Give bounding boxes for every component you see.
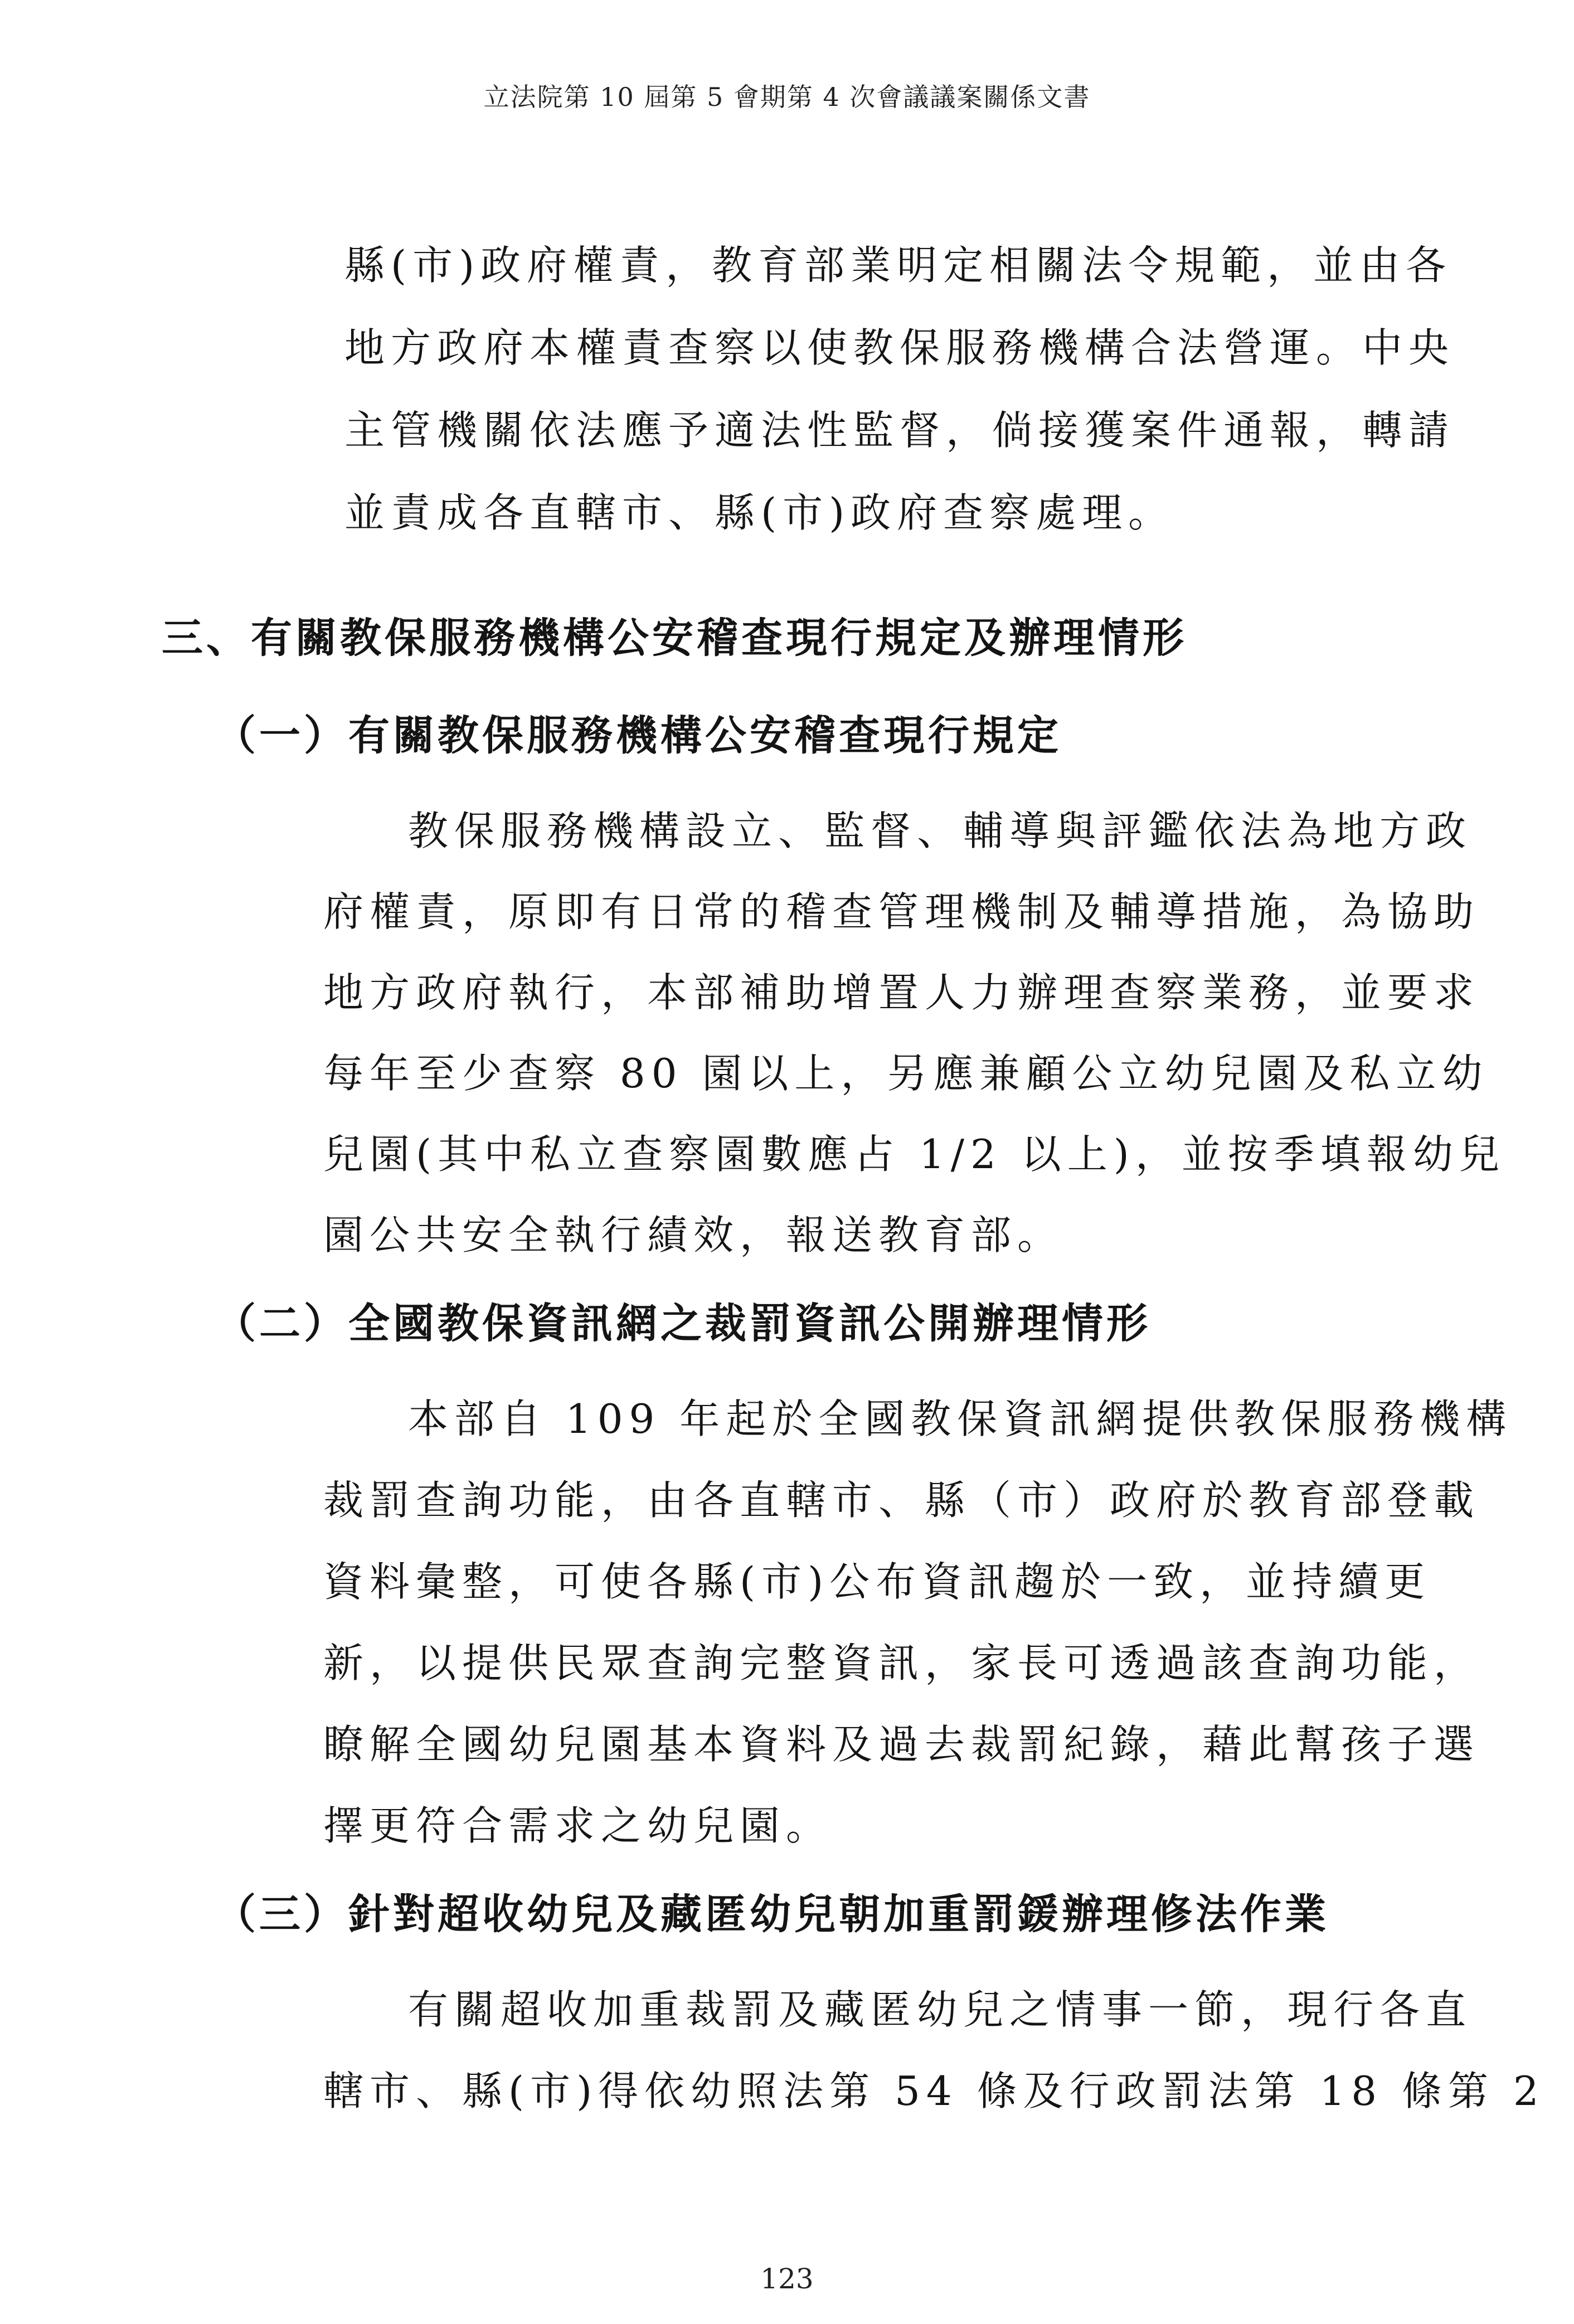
intro-line-4: 並責成各直轄市、縣(市)政府查察處理。 — [344, 489, 1175, 536]
intro-line-1: 縣(市)政府權責，教育部業明定相關法令規範，並由各 — [344, 242, 1452, 289]
subsection-1-heading: （一）有關教保服務機構公安稽查現行規定 — [215, 712, 1062, 760]
sub-1-line-3: 地方政府執行，本部補助增置人力辦理查察業務，並要求 — [323, 969, 1480, 1016]
sub-2-line-5: 瞭解全國幼兒園基本資料及過去裁罰紀錄，藉此幫孩子選 — [323, 1721, 1480, 1768]
sub-1-line-4: 每年至少查察 80 園以上，另應兼顧公立幼兒園及私立幼 — [323, 1050, 1489, 1097]
page-number: 123 — [760, 2263, 814, 2295]
sub-1-line-6: 園公共安全執行績效，報送教育部。 — [323, 1212, 1064, 1258]
sub-1-line-5: 兒園(其中私立查察園數應占 1/2 以上)，並按季填報幼兒 — [323, 1131, 1505, 1178]
subsection-3-heading: （三）針對超收幼兒及藏匿幼兒朝加重罰鍰辦理修法作業 — [215, 1890, 1329, 1938]
document-header: 立法院第 10 屆第 5 會期第 4 次會議議案關係文書 — [483, 82, 1091, 112]
sub-2-line-4: 新，以提供民眾查詢完整資訊，家長可透過該查詢功能， — [323, 1640, 1480, 1686]
sub-3-line-1: 有關超收加重裁罰及藏匿幼兒之情事一節，現行各直 — [408, 1986, 1473, 2033]
sub-1-line-2: 府權責，原即有日常的稽查管理機制及輔導措施，為協助 — [323, 888, 1480, 935]
sub-2-line-6: 擇更符合需求之幼兒園。 — [323, 1802, 833, 1849]
intro-line-2: 地方政府本權責查察以使教保服務機構合法營運。中央 — [344, 324, 1455, 371]
subsection-2-heading: （二）全國教保資訊網之裁罰資訊公開辦理情形 — [215, 1300, 1151, 1348]
sub-2-line-3: 資料彙整，可使各縣(市)公布資訊趨於一致，並持續更 — [323, 1558, 1431, 1605]
sub-3-line-2: 轄市、縣(市)得依幼照法第 54 條及行政罰法第 18 條第 2 — [323, 2068, 1545, 2114]
sub-1-line-1: 教保服務機構設立、監督、輔導與評鑑依法為地方政 — [408, 808, 1473, 854]
section-3-heading: 三、有關教保服務機構公安稽查現行規定及辦理情形 — [162, 614, 1187, 662]
intro-line-3: 主管機關依法應予適法性監督，倘接獲案件通報，轉請 — [344, 407, 1455, 454]
sub-2-line-1: 本部自 109 年起於全國教保資訊網提供教保服務機構 — [408, 1396, 1513, 1442]
sub-2-line-2: 裁罰查詢功能，由各直轄市、縣（市）政府於教育部登載 — [323, 1477, 1480, 1524]
